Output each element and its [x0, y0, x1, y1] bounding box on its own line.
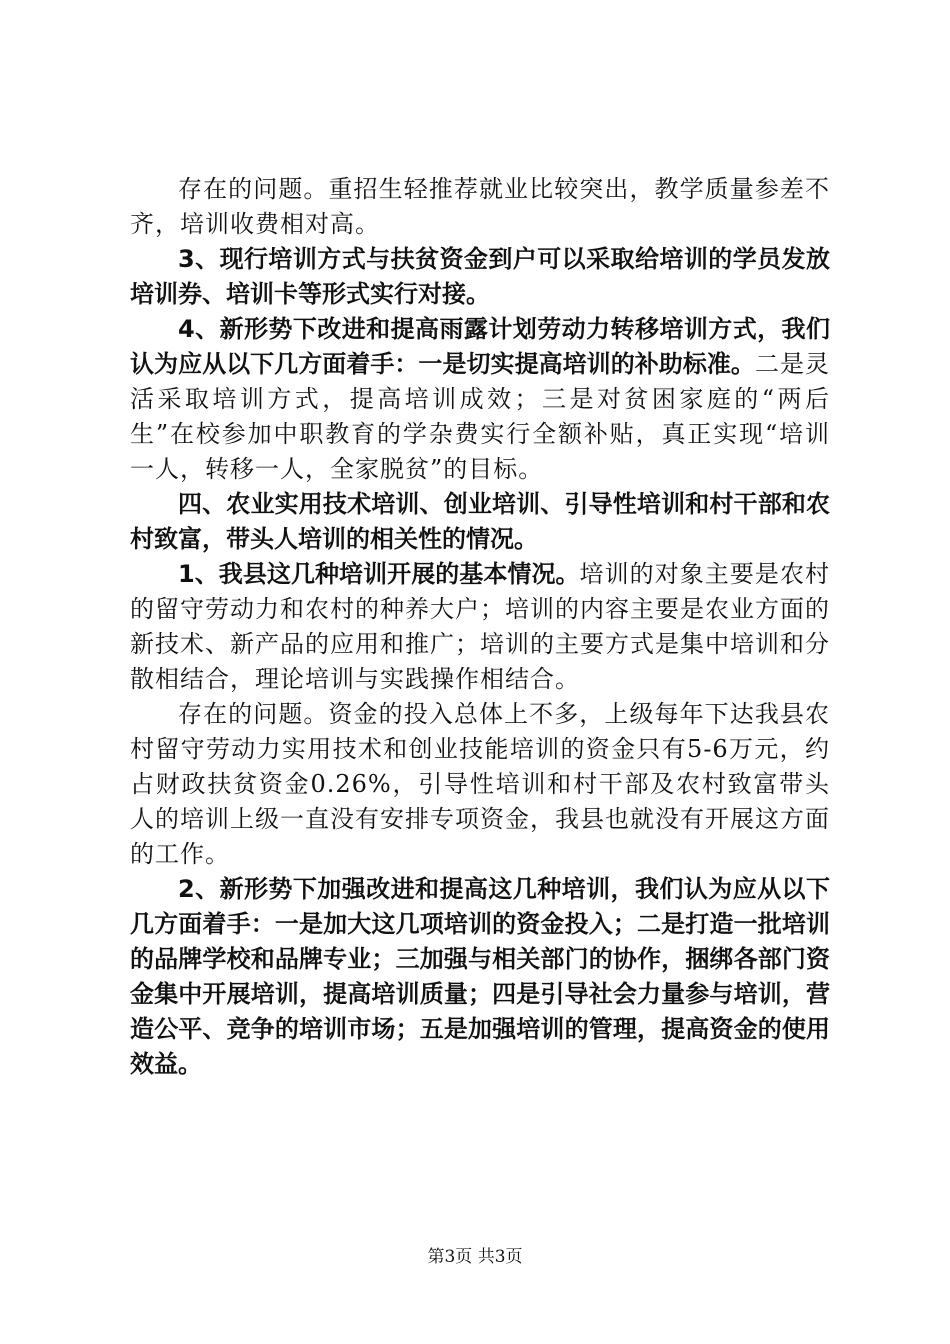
paragraph-text-run: 培训的对象主要是农村的留守劳动力和农村的种养大户；培训的内容主要是农业方面的新技术、新产品的应用和推广；培训的主要方式是集中培训和分散相结合，理论培训与实践操作相结合。 [130, 560, 830, 693]
paragraph-text-run: 存在的问题。资金的投入总体上不多，上级每年下达我县农村留守劳动力实用技术和创业技能培训的资金只有5-6万元，约占财政扶贫资金0.26%，引导性培训和村干部及农村致富带头人的培训上级一直没有安排专项资金，我县也就没有开展这方面的工作。 [130, 700, 830, 868]
paragraph-existing-problems-2 [130, 697, 830, 872]
paragraph-bold-run: 四、农业实用技术培训、创业培训、引导性培训和村干部和农村致富，带头人培训的相关性的情况。 [130, 490, 830, 553]
paragraph-item-2 [130, 872, 830, 1082]
paragraph-bold-run: 2、新形势下加强改进和提高这几种培训，我们认为应从以下几方面着手：一是加大这几项培训的资金投入；二是打造一批培训的品牌学校和品牌专业；三加强与相关部门的协作，捆绑各部门资金集中开展培训，提高培训质量；四是引导社会力量参与培训，营造公平、竞争的培训市场；五是加强培训的管理，提高资金的使用效益。 [130, 875, 830, 1078]
section-heading-four [130, 487, 830, 557]
paragraph-text-run: 存在的问题。重招生轻推荐就业比较突出，教学质量参差不齐，培训收费相对高。 [130, 175, 830, 238]
paragraph-existing-problems-1 [130, 172, 830, 242]
paragraph-item-1 [130, 557, 830, 697]
document-body [130, 172, 830, 1082]
paragraph-bold-run: 3、现行培训方式与扶贫资金到户可以采取给培训的学员发放培训券、培训卡等形式实行对接。 [130, 245, 830, 308]
page-number-footer: 第3页 共3页 [427, 1247, 523, 1267]
paragraph-item-3 [130, 242, 830, 312]
paragraph-text-run: 二是灵活采取培训方式，提高培训成效；三是对贫困家庭的“两后生”在校参加中职教育的学杂费实行全额补贴，真正实现“培训一人，转移一人，全家脱贫”的目标。 [130, 350, 831, 483]
paragraph-bold-run: 1、我县这几种培训开展的基本情况。 [178, 560, 580, 588]
paragraph-item-4 [130, 312, 830, 487]
paragraph-bold-run: 4、新形势下改进和提高雨露计划劳动力转移培训方式，我们认为应从以下几方面着手：一是切实提高培训的补助标准。 [130, 315, 830, 378]
